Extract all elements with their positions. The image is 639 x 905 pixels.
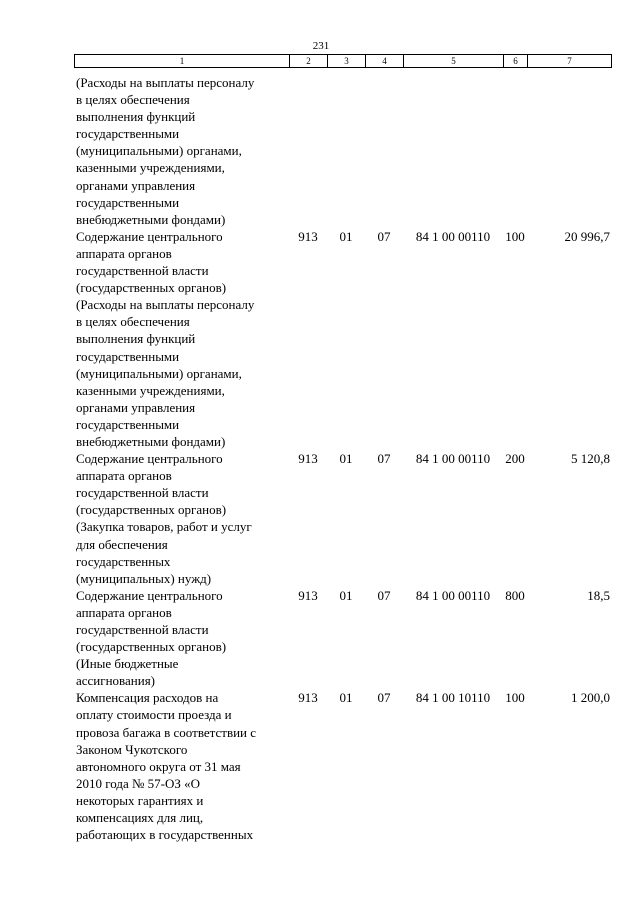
column-number-4: 4 [366,55,404,67]
table-row [74,450,612,587]
ministry-code: 913 [298,451,318,467]
subsection-code: 07 [377,228,391,244]
amount-value: 5 120,8 [571,451,610,467]
target-article-code: 84 1 00 00110 [415,228,491,244]
expense-name: Компенсация расходов на оплату стоимости проезда и провоза багажа в соответствии с Законом Чукотского автономного округа от 31 мая 2010 года № 57-ОЗ «О некоторых гарантиях и компенсациях для лиц, работающих в государственных [76,690,257,843]
section-code: 01 [339,690,353,706]
budget-table-body [74,74,612,843]
column-number-7: 7 [567,56,572,66]
amount-value: 18,5 [587,587,610,603]
column-number-5: 5 [404,55,504,67]
expense-name: Содержание центрального аппарата органов государственной власти (государственных органов) (Иные бюджетные ассигнования) [76,587,227,689]
expense-name: (Расходы на выплаты персоналу в целях обеспечения выполнения функций государственными (муниципальными) органами, казенными учреждениями, органами управления государственными внебюджетными фондами) [76,75,255,227]
expense-name: Содержание центрального аппарата органов государственной власти (государственных органов) (Закупка товаров, работ и услуг для обеспечения государственных (муниципальных) нужд) [76,451,252,586]
section-code: 01 [339,228,353,244]
subsection-code: 07 [377,587,391,603]
ministry-code: 913 [298,228,318,244]
expense-kind-code: 100 [505,690,525,706]
column-number-2: 2 [290,55,328,67]
ministry-code: 913 [298,587,318,603]
table-row [74,587,612,690]
expense-kind-code: 100 [505,228,525,244]
column-number-6: 6 [504,55,528,67]
table-row [74,228,612,450]
ministry-code: 913 [298,690,318,706]
subsection-code: 07 [377,690,391,706]
column-number-1: 1 [75,55,290,67]
section-code: 01 [339,587,353,603]
table-row [74,689,612,843]
table-row [74,74,612,228]
amount-value: 1 200,0 [571,690,610,706]
target-article-code: 84 1 00 00110 [415,587,491,603]
expense-kind-code: 800 [505,587,525,603]
column-number-header [74,54,612,68]
target-article-code: 84 1 00 10110 [415,690,491,706]
expense-kind-code: 200 [505,451,525,467]
page-number: 231 [312,40,330,52]
expense-name: Содержание центрального аппарата органов государственной власти (государственных органов) (Расходы на выплаты персоналу в целях обеспечения выполнения функций государственными (муниципальными) органами, казенными учреждениями, органами управления государственными внебюджетными фондами) [76,228,255,449]
amount-value: 20 996,7 [564,228,610,244]
column-number-3: 3 [328,55,366,67]
section-code: 01 [339,451,353,467]
subsection-code: 07 [377,451,391,467]
target-article-code: 84 1 00 00110 [415,451,491,467]
